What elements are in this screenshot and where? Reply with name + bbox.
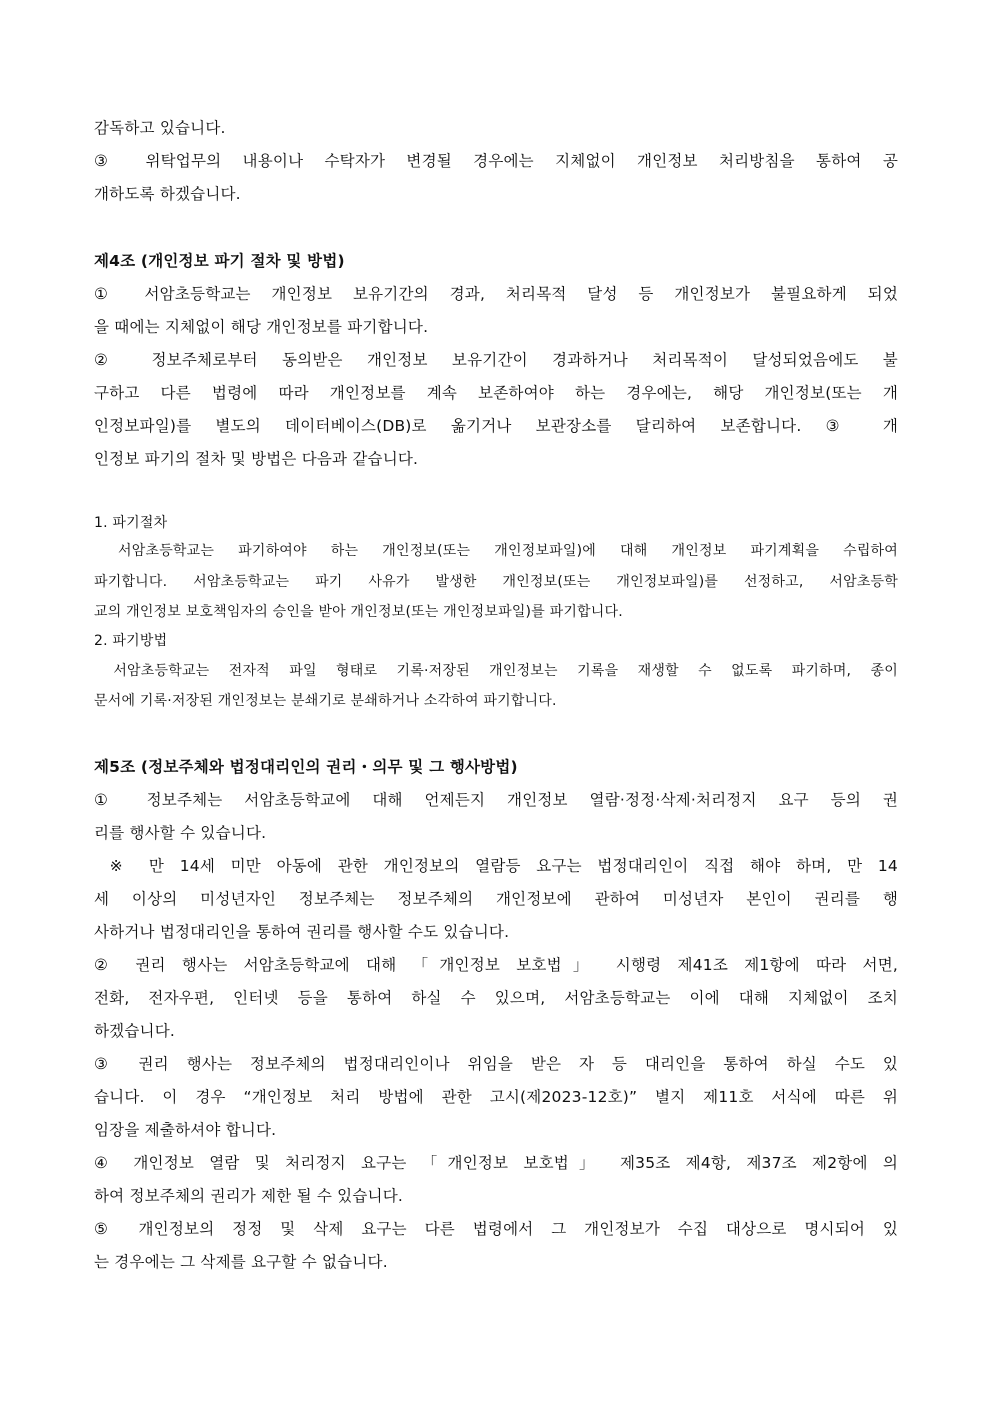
text-line: 교의 개인정보 보호책임자의 승인을 받아 개인정보(또는 개인정보파일)를 파기합니다. bbox=[94, 604, 623, 620]
text-line: 인정보파일)를 별도의 데이터베이스(DB)로 옮기거나 보관장소를 달리하여 보존합니다. ③ 개 bbox=[94, 417, 898, 435]
text-line: 습니다. 이 경우 “개인정보 처리 방법에 관한 고시(제2023-12호)” 별지 제11호 서식에 따른 위 bbox=[94, 1088, 898, 1106]
text-line: ② 권리 행사는 서암초등학교에 대해 「개인정보 보호법」 시행령 제41조 제1항에 따라 서면, bbox=[94, 956, 898, 974]
text-line: 세 이상의 미성년자인 정보주체는 정보주체의 개인정보에 관하여 미성년자 본인이 권리를 행 bbox=[94, 890, 898, 908]
text-line: ① 서암초등학교는 개인정보 보유기간의 경과, 처리목적 달성 등 개인정보가 불필요하게 되었 bbox=[94, 285, 898, 303]
text-line: 서암초등학교는 전자적 파일 형태로 기록·저장된 개인정보는 기록을 재생할 수 없도록 파기하며, 종이 bbox=[94, 663, 898, 679]
text-line: ※ 만 14세 미만 아동에 관한 개인정보의 열람등 요구는 법정대리인이 직접 해야 하며, 만 14 bbox=[94, 857, 898, 875]
text-line: 전화, 전자우편, 인터넷 등을 통하여 하실 수 있으며, 서암초등학교는 이에 대해 지체없이 조치 bbox=[94, 989, 898, 1007]
text-line: ④ 개인정보 열람 및 처리정지 요구는 「개인정보 보호법」 제35조 제4항, 제37조 제2항에 의 bbox=[94, 1154, 898, 1172]
text-line: ③ 권리 행사는 정보주체의 법정대리인이나 위임을 받은 자 등 대리인을 통하여 하실 수도 있 bbox=[94, 1055, 898, 1073]
text-line: 감독하고 있습니다. bbox=[94, 119, 226, 137]
text-line: 서암초등학교는 파기하여야 하는 개인정보(또는 개인정보파일)에 대해 개인정보 파기계획을 수립하여 bbox=[94, 543, 898, 559]
text-line: ① 정보주체는 서암초등학교에 대해 언제든지 개인정보 열람·정정·삭제·처리정지 요구 등의 권 bbox=[94, 791, 898, 809]
text-line: 파기합니다. 서암초등학교는 파기 사유가 발생한 개인정보(또는 개인정보파일)를 선정하고, 서암초등학 bbox=[94, 574, 898, 590]
text-line: ⑤ 개인정보의 정정 및 삭제 요구는 다른 법령에서 그 개인정보가 수집 대상으로 명시되어 있 bbox=[94, 1220, 898, 1238]
text-line: 하여 정보주체의 권리가 제한 될 수 있습니다. bbox=[94, 1187, 404, 1205]
text-line: 사하거나 법정대리인을 통하여 권리를 행사할 수도 있습니다. bbox=[94, 923, 510, 941]
procedure-title: 1. 파기절차 bbox=[94, 515, 168, 531]
text-line: 구하고 다른 법령에 따라 개인정보를 계속 보존하여야 하는 경우에는, 해당 개인정보(또는 개 bbox=[94, 384, 898, 402]
text-line: 는 경우에는 그 삭제를 요구할 수 없습니다. bbox=[94, 1253, 388, 1271]
method-title: 2. 파기방법 bbox=[94, 633, 168, 649]
text-line: ② 정보주체로부터 동의받은 개인정보 보유기간이 경과하거나 처리목적이 달성되었음에도 불 bbox=[94, 351, 898, 369]
text-line: 임장을 제출하셔야 합니다. bbox=[94, 1121, 277, 1139]
text-line: 개하도록 하겠습니다. bbox=[94, 185, 241, 203]
article-5-heading: 제5조 (정보주체와 법정대리인의 권리・의무 및 그 행사방법) bbox=[94, 758, 518, 776]
text-line: 인정보 파기의 절차 및 방법은 다음과 같습니다. bbox=[94, 450, 419, 468]
text-line: 하겠습니다. bbox=[94, 1022, 175, 1040]
article-4-heading: 제4조 (개인정보 파기 절차 및 방법) bbox=[94, 252, 345, 270]
text-line: 문서에 기록·저장된 개인정보는 분쇄기로 분쇄하거나 소각하여 파기합니다. bbox=[94, 693, 557, 709]
text-line: 을 때에는 지체없이 해당 개인정보를 파기합니다. bbox=[94, 318, 429, 336]
text-line: 리를 행사할 수 있습니다. bbox=[94, 824, 267, 842]
text-line: ③ 위탁업무의 내용이나 수탁자가 변경될 경우에는 지체없이 개인정보 처리방침을 통하여 공 bbox=[94, 152, 898, 170]
